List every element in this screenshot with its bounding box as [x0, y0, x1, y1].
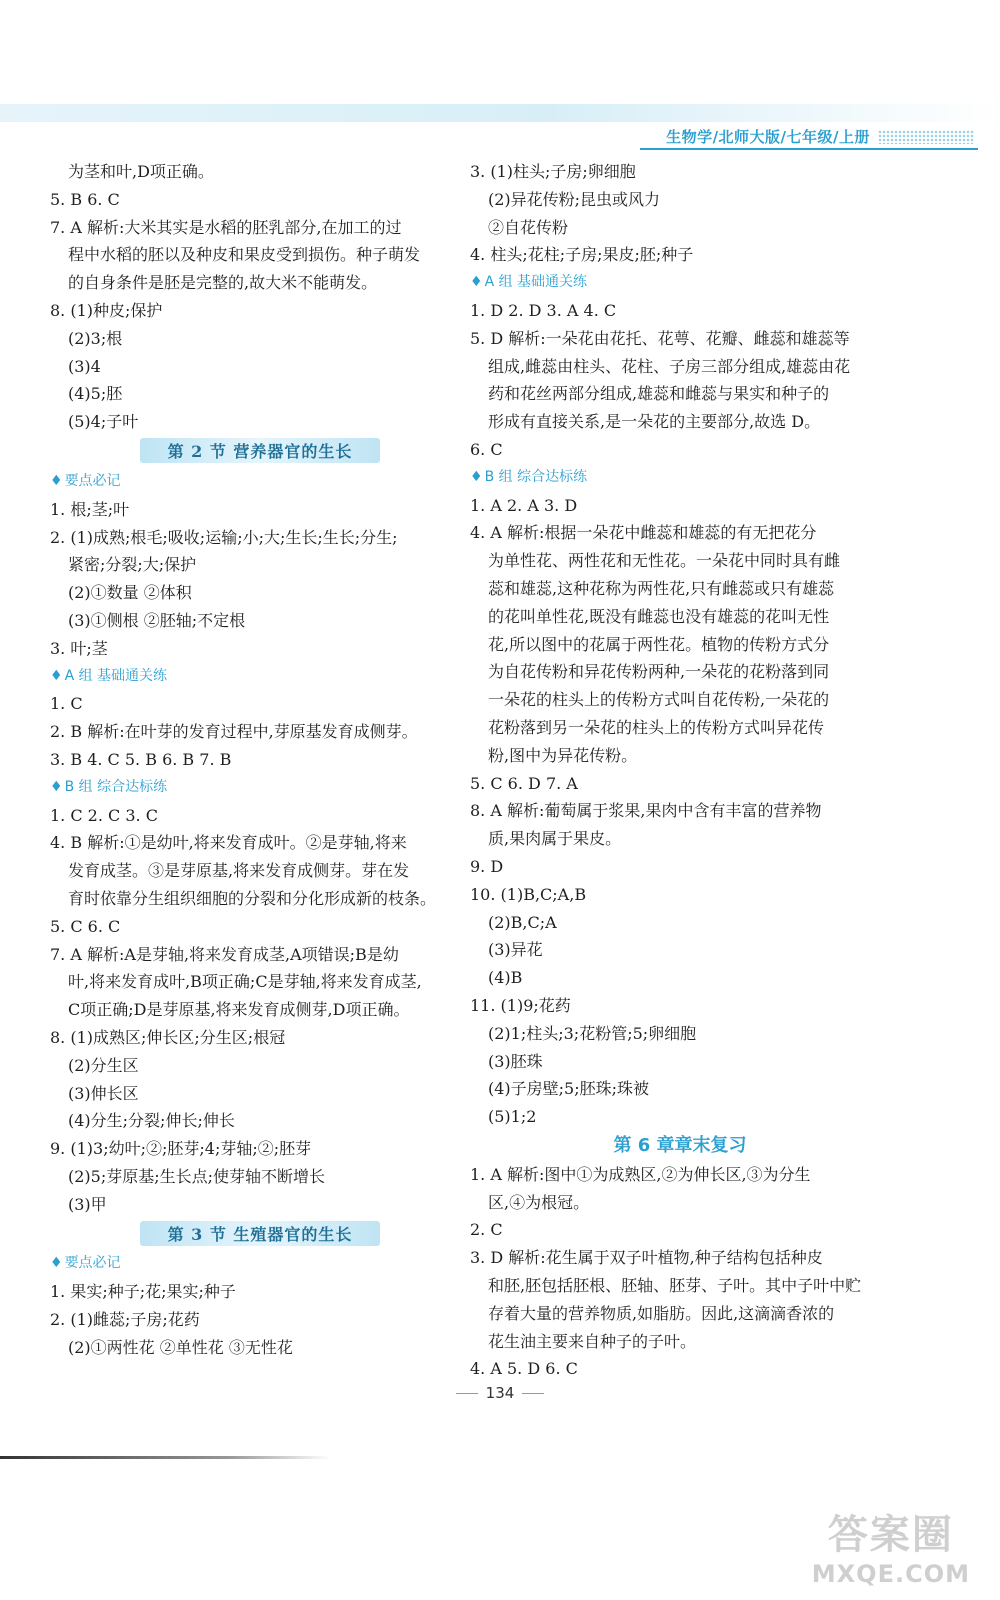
watermark	[812, 1503, 970, 1588]
answer-line: (4)分生;分裂;伸长;伸长	[68, 1111, 235, 1131]
answer-line: 形成有直接关系,是一朵花的主要部分,故选 D。	[488, 412, 821, 432]
subsection-heading-text: 要点必记	[64, 472, 121, 489]
answer-line: 和胚,胚包括胚根、胚轴、胚芽、子叶。其中子叶中贮	[488, 1276, 862, 1296]
answer-line: 花生油主要来自种子的子叶。	[488, 1331, 697, 1351]
answer-line: 1. D 2. D 3. A 4. C	[470, 300, 617, 320]
answer-line: 5. C 6. D 7. A	[470, 773, 578, 793]
answer-line: 为自花传粉和异花传粉两种,一朵花的花粉落到同	[488, 662, 830, 682]
answer-line: 紧密;分裂;大;保护	[68, 555, 197, 575]
answer-line: (3)胚珠	[488, 1051, 543, 1071]
answer-line: (4)B	[488, 968, 523, 988]
watermark-cn: 答案圈	[827, 1512, 954, 1558]
subsection-heading-text: B 组 综合达标练	[484, 468, 588, 485]
answer-line: (2)①数量 ②体积	[68, 583, 192, 603]
answer-line: 存着大量的营养物质,如脂肪。因此,这滴滴香浓的	[488, 1303, 835, 1323]
answer-line: 9. D	[470, 856, 504, 876]
answer-line: 1. A 解析:图中①为成熟区,②为伸长区,③为分生	[470, 1164, 811, 1184]
answer-line: 区,④为根冠。	[488, 1192, 590, 1212]
answer-line: 4. A 解析:根据一朵花中雌蕊和雄蕊的有无把花分	[470, 523, 817, 543]
answer-line: 1. C 2. C 3. C	[50, 805, 158, 825]
subsection-heading	[50, 468, 470, 496]
answer-line: 2. C	[470, 1220, 503, 1240]
answer-line: C项正确;D是芽原基,将来发育成侧芽,D项正确。	[68, 1000, 410, 1020]
answer-line: 1. 根;茎;叶	[50, 499, 130, 519]
answer-line: (2)异花传粉;昆虫或风力	[488, 189, 661, 209]
subsection-heading	[50, 774, 470, 802]
answer-line: (4)子房壁;5;胚珠;珠被	[488, 1079, 650, 1099]
answer-line: 5. B 6. C	[50, 189, 120, 209]
answer-line: ②自花传粉	[488, 217, 569, 237]
answer-line: (4)5;胚	[68, 384, 123, 404]
diamond-icon: ♦	[50, 1255, 63, 1272]
answer-line: 9. (1)3;幼叶;②;胚芽;4;芽轴;②;胚芽	[50, 1139, 312, 1159]
answer-line: 2. (1)雌蕊;子房;花药	[50, 1310, 200, 1330]
answer-line: (3)伸长区	[68, 1083, 139, 1103]
right-column	[470, 158, 890, 1383]
answer-line: 蕊和雄蕊,这种花称为两性花,只有雌蕊或只有雄蕊	[488, 578, 835, 598]
subsection-heading-text: B 组 综合达标练	[64, 778, 168, 795]
answer-line: 一朵花的柱头上的传粉方式叫自花传粉,一朵花的	[488, 690, 830, 710]
answer-line: 8. A 解析:葡萄属于浆果,果肉中含有丰富的营养物	[470, 801, 822, 821]
section-title-text: 第 2 节 营养器官的生长	[140, 438, 381, 463]
bottom-rule	[0, 1456, 330, 1459]
header-rule	[640, 148, 978, 150]
answer-line: (2)B,C;A	[488, 912, 557, 932]
answer-line: (3)①侧根 ②胚轴;不定根	[68, 610, 246, 630]
page-number	[0, 1384, 1000, 1402]
answer-line: 育时依靠分生组织细胞的分裂和分化形成新的枝条。	[68, 888, 437, 908]
answer-line: 程中水稻的胚以及种皮和果皮受到损伤。种子萌发	[68, 245, 421, 265]
answer-line: (3)4	[68, 356, 101, 376]
answer-line: (2)①两性花 ②单性花 ③无性花	[68, 1337, 293, 1357]
answer-line: 组成,雌蕊由柱头、花柱、子房三部分组成,雄蕊由花	[488, 356, 851, 376]
answer-line: 叶,将来发育成叶,B项正确;C是芽轴,将来发育成茎,	[68, 972, 422, 992]
page-dash-right	[522, 1393, 544, 1394]
answer-line: 3. B 4. C 5. B 6. B 7. B	[50, 749, 232, 769]
answer-line: 1. 果实;种子;花;果实;种子	[50, 1282, 236, 1302]
answer-line: 的花叫单性花,既没有雌蕊也没有雄蕊的花叫无性	[488, 606, 830, 626]
subsection-heading	[470, 269, 890, 297]
answer-line: (3)甲	[68, 1194, 107, 1214]
subsection-heading-text: 要点必记	[64, 1255, 121, 1272]
diamond-icon: ♦	[50, 778, 63, 795]
answer-line: 6. C	[470, 439, 503, 459]
answer-line: 3. D 解析:花生属于双子叶植物,种子结构包括种皮	[470, 1248, 823, 1268]
book-header	[666, 126, 974, 147]
answer-line: (3)异花	[488, 940, 543, 960]
answer-line: 1. C	[50, 694, 83, 714]
answer-line: (2)3;根	[68, 328, 123, 348]
answer-line: 为茎和叶,D项正确。	[68, 162, 214, 181]
answer-line: 7. A 解析:大米其实是水稻的胚乳部分,在加工的过	[50, 217, 402, 237]
answer-line: 4. B 解析:①是幼叶,将来发育成叶。②是芽轴,将来	[50, 833, 407, 853]
answer-line: 5. D 解析:一朵花由花托、花萼、花瓣、雌蕊和雄蕊等	[470, 328, 850, 348]
answer-line: 3. (1)柱头;子房;卵细胞	[470, 162, 636, 181]
answer-line: 药和花丝两部分组成,雄蕊和雌蕊与果实和种子的	[488, 384, 830, 404]
answer-line: 8. (1)种皮;保护	[50, 300, 163, 320]
answer-line: 3. 叶;茎	[50, 638, 108, 658]
header-band	[0, 104, 1000, 122]
answer-line: (2)5;芽原基;生长点;使芽轴不断增长	[68, 1166, 326, 1186]
answer-line: 的自身条件是胚是完整的,故大米不能萌发。	[68, 273, 378, 293]
header-dots-decoration	[878, 130, 974, 144]
answer-line: 11. (1)9;花药	[470, 995, 571, 1015]
answer-line: 4. 柱头;花柱;子房;果皮;胚;种子	[470, 245, 694, 265]
subsection-heading-text: A 组 基础通关练	[484, 274, 588, 291]
diamond-icon: ♦	[470, 274, 483, 291]
subsection-heading	[50, 1250, 470, 1278]
answer-line: (2)分生区	[68, 1055, 139, 1075]
section-title-text: 第 3 节 生殖器官的生长	[140, 1221, 381, 1246]
section-title	[50, 1218, 470, 1248]
answer-line: 为单性花、两性花和无性花。一朵花中同时具有雌	[488, 551, 841, 571]
watermark-en: MXQE.COM	[811, 1560, 970, 1588]
answer-line: 粉,图中为异花传粉。	[488, 745, 638, 765]
diamond-icon: ♦	[50, 472, 63, 489]
answer-line: 花粉落到另一朵花的柱头上的传粉方式叫异花传	[488, 717, 825, 737]
answer-line: 花,所以图中的花属于两性花。植物的传粉方式分	[488, 634, 830, 654]
answer-line: 7. A 解析:A是芽轴,将来发育成茎,A项错误;B是幼	[50, 944, 399, 964]
chapter-review-title: 第 6 章章末复习	[613, 1134, 747, 1156]
answer-line: 2. B 解析:在叶芽的发育过程中,芽原基发育成侧芽。	[50, 722, 418, 742]
subsection-heading-text: A 组 基础通关练	[64, 667, 168, 684]
answer-line: (2)1;柱头;3;花粉管;5;卵细胞	[488, 1023, 697, 1043]
subsection-heading	[470, 464, 890, 492]
section-title	[50, 436, 470, 466]
diamond-icon: ♦	[50, 667, 63, 684]
subsection-heading	[50, 663, 470, 691]
page-dash-left	[456, 1393, 478, 1394]
diamond-icon: ♦	[470, 468, 483, 485]
answer-line: 1. A 2. A 3. D	[470, 495, 578, 515]
answer-line: 5. C 6. C	[50, 916, 121, 936]
answer-line: 2. (1)成熟;根毛;吸收;运输;小;大;生长;生长;分生;	[50, 527, 398, 547]
answer-line: 10. (1)B,C;A,B	[470, 884, 587, 904]
answer-line: (5)4;子叶	[68, 412, 139, 432]
answer-line: 4. A 5. D 6. C	[470, 1359, 578, 1379]
page-number-text: 134	[485, 1384, 515, 1402]
answer-line: (5)1;2	[488, 1107, 537, 1127]
answer-line: 发育成茎。③是芽原基,将来发育成侧芽。芽在发	[68, 861, 410, 881]
answer-line: 质,果肉属于果皮。	[488, 829, 622, 849]
left-column	[50, 158, 470, 1362]
book-title: 生物学/北师大版/七年级/上册	[666, 128, 870, 146]
answer-line: 8. (1)成熟区;伸长区;分生区;根冠	[50, 1027, 286, 1047]
